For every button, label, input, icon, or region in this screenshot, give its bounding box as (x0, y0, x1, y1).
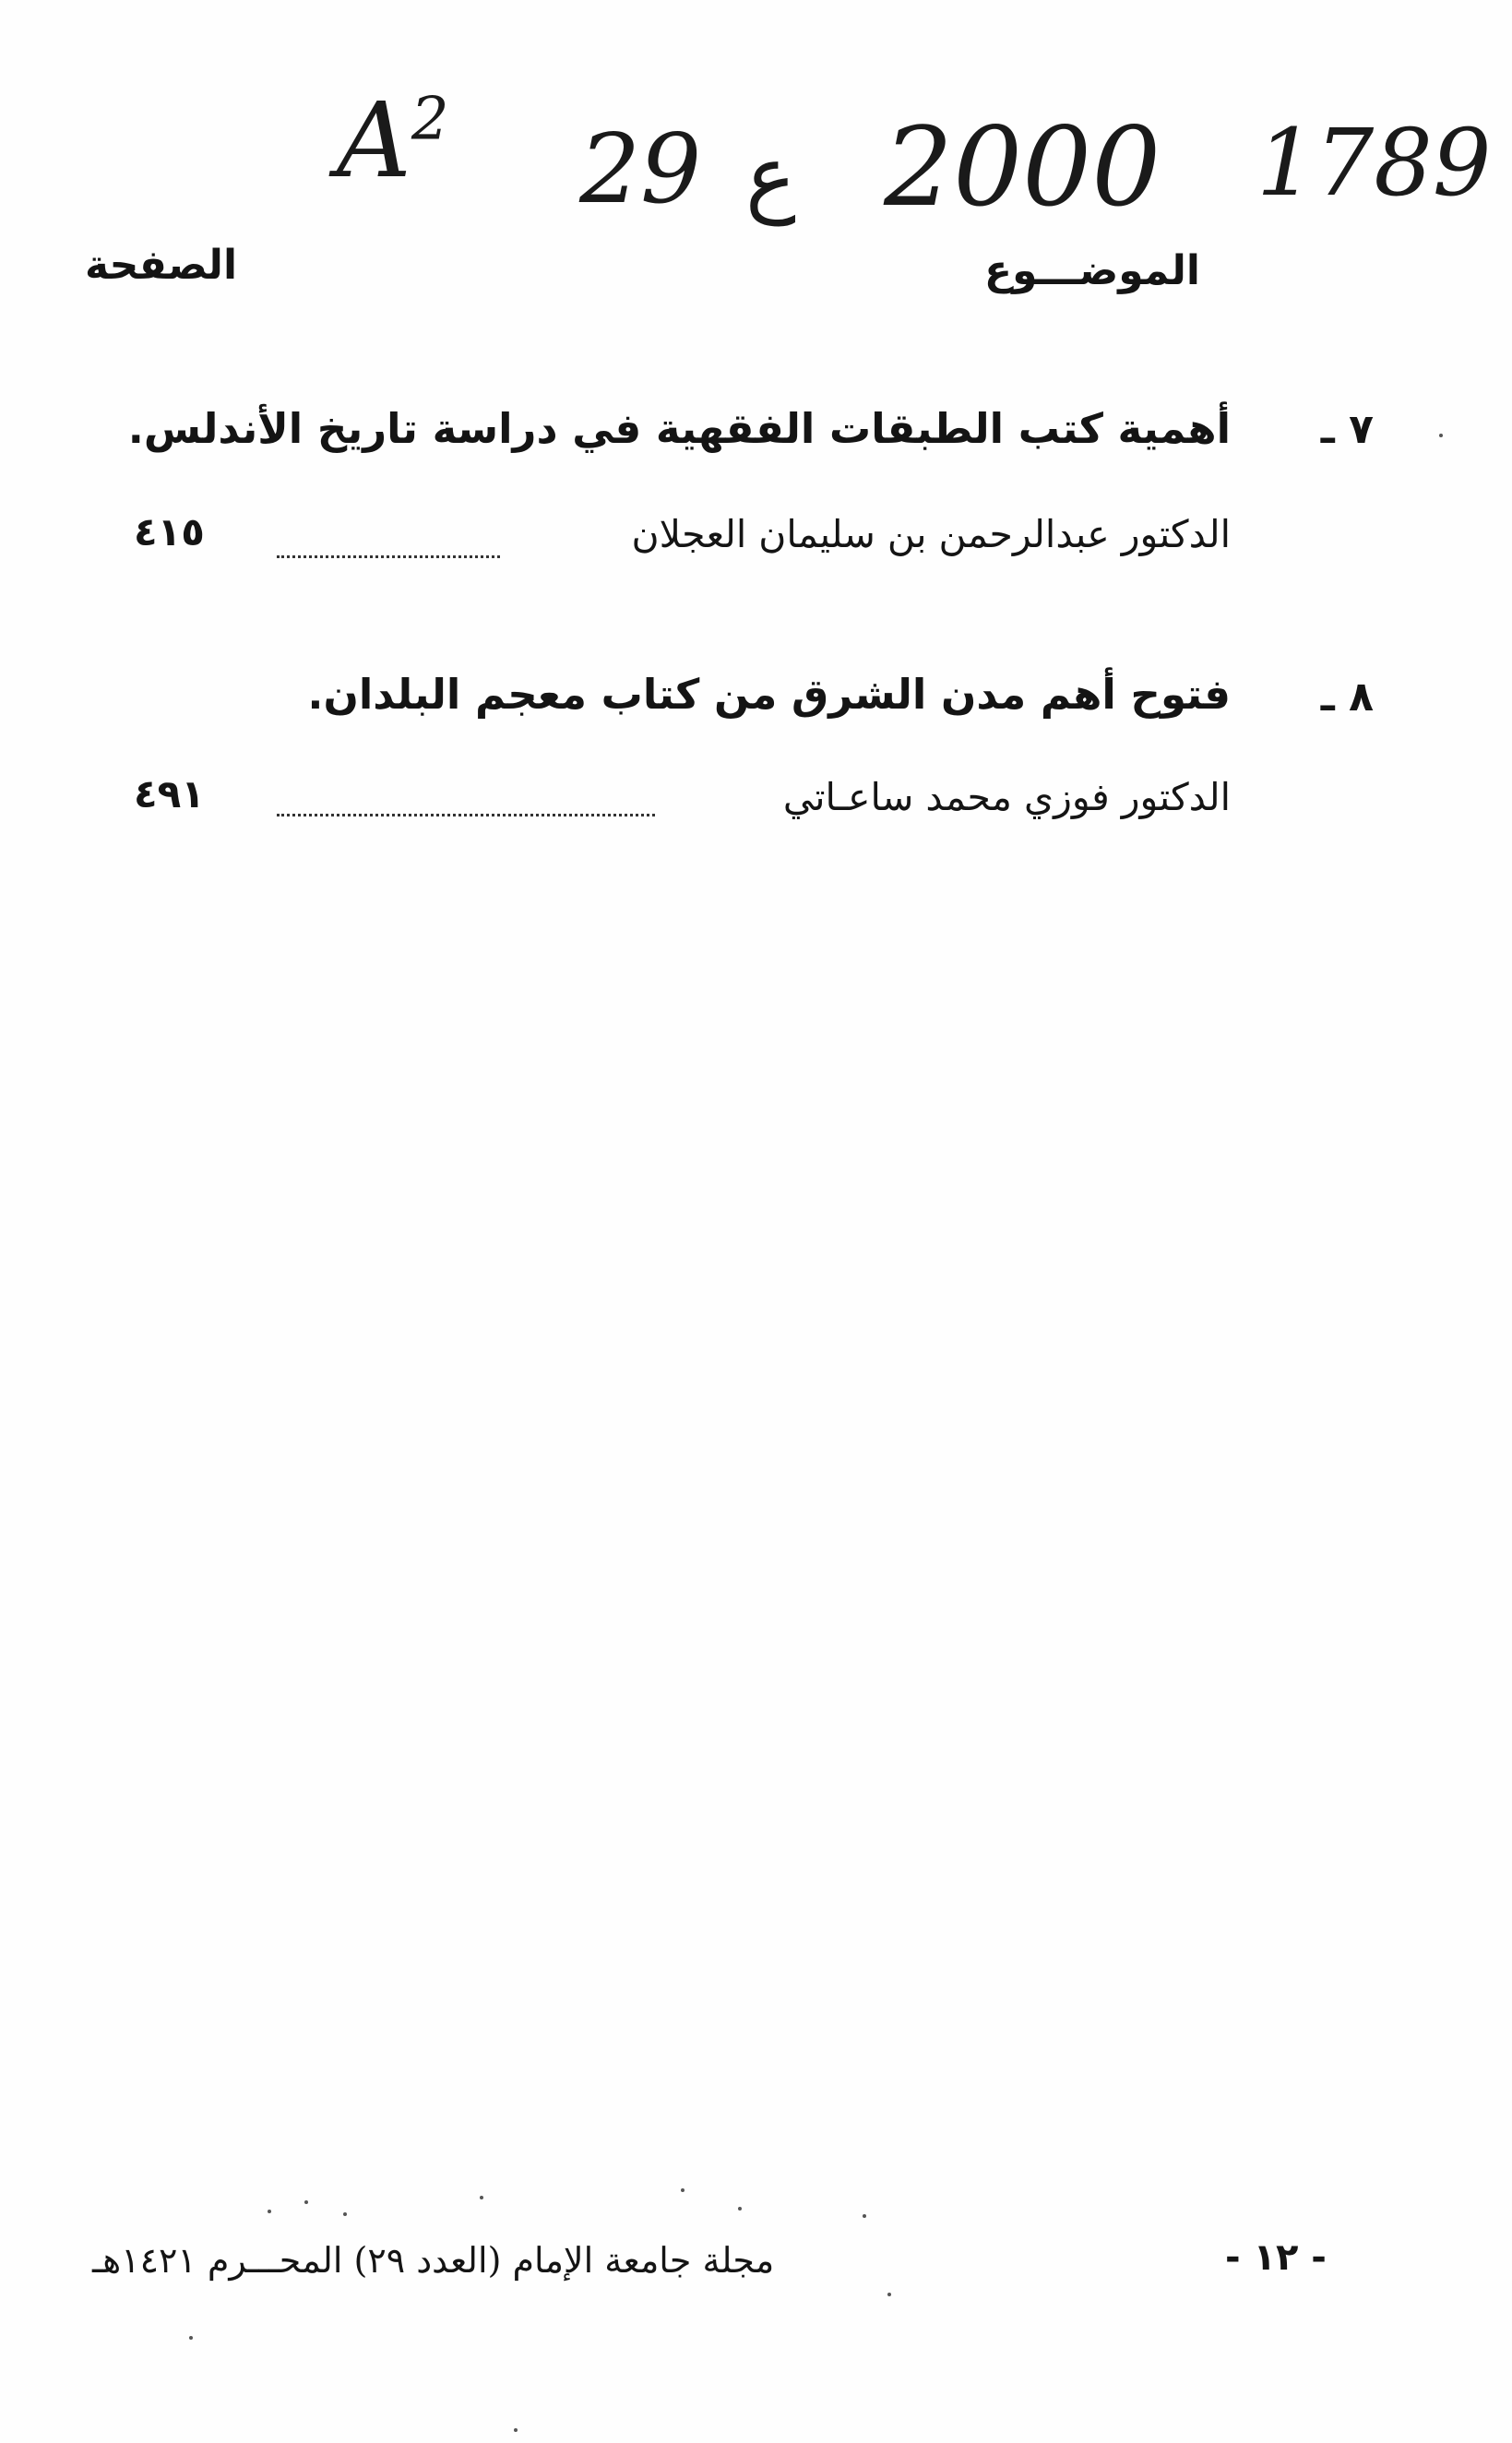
footer-journal-citation: مجلة جامعة الإمام (العدد ٢٩) المحـــرم ١٤٢١هـ (92, 2240, 775, 2281)
scan-speck (863, 2214, 866, 2218)
entry-number: ٨ ـ (1320, 673, 1374, 721)
scan-speck (343, 2212, 347, 2216)
handwritten-code: $A^2$ (337, 81, 449, 201)
scan-speck (1439, 434, 1443, 437)
handwritten-issue: 29 (579, 113, 702, 225)
scan-speck (681, 2188, 685, 2192)
scan-speck (268, 2210, 271, 2213)
handwritten-letter: ع (745, 127, 796, 226)
leader-dots (277, 555, 500, 558)
scan-speck (480, 2196, 483, 2199)
entry-title: أهمية كتب الطبقات الفقهية في دراسة تاريخ الأندلس. (127, 404, 1231, 453)
topic-column-header: الموضـــوع (984, 247, 1200, 294)
entry-title: فتوح أهم مدن الشرق من كتاب معجم البلدان. (307, 670, 1231, 719)
page-column-header: الصفحة (85, 242, 238, 289)
entry-author: الدكتور عبدالرحمن بن سليمان العجلان (631, 512, 1231, 556)
handwritten-reference: 1789 (1256, 109, 1492, 217)
scan-speck (189, 2336, 193, 2340)
entry-page-number: ٤١٥ (134, 509, 205, 554)
scan-speck (514, 2428, 518, 2432)
scan-speck (738, 2207, 742, 2211)
leader-dots (277, 814, 655, 816)
entry-page-number: ٤٩١ (134, 771, 205, 816)
handwritten-year: 2000 (884, 103, 1161, 231)
scan-speck (304, 2200, 308, 2204)
scan-speck (887, 2293, 891, 2296)
footer-page-number: - ١٢ - (1225, 2236, 1327, 2279)
handwritten-code-superscript: 2 (411, 85, 449, 154)
entry-author: الدكتور فوزي محمد ساعـاتي (782, 775, 1231, 819)
entry-number: ٧ ـ (1320, 406, 1374, 453)
